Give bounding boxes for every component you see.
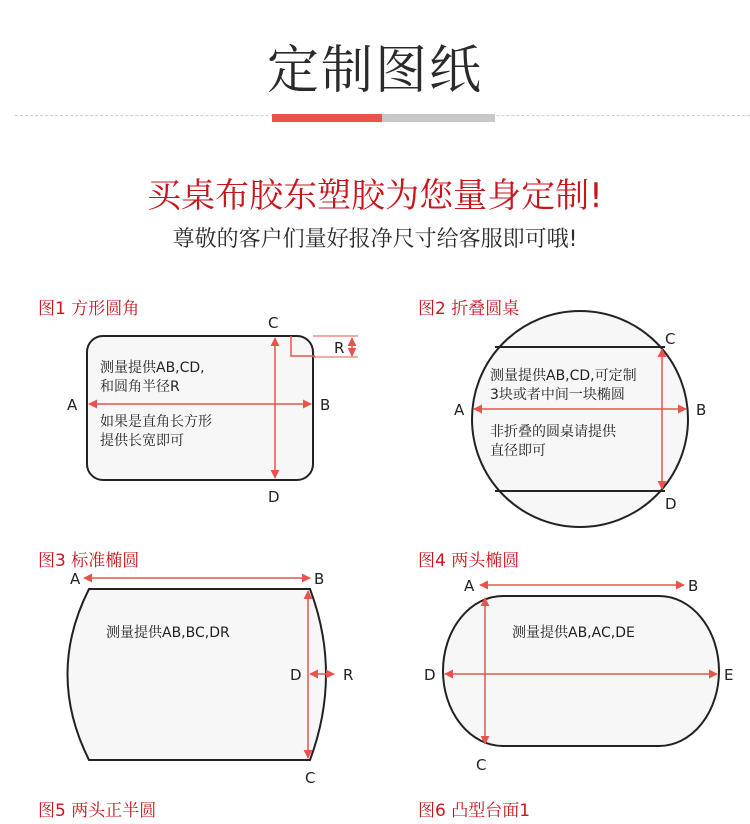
figure-2-diagram: [454, 311, 706, 527]
point-d-label: D: [290, 666, 302, 684]
note-line: 非折叠的圆桌请提供: [490, 424, 616, 440]
point-r-label: R: [334, 339, 345, 357]
point-a-label: A: [464, 577, 475, 595]
note-line: 测量提供AB,AC,DE: [512, 625, 635, 641]
figure-3-label: 图3 标准椭圆: [38, 551, 140, 571]
point-c-label: C: [268, 314, 279, 332]
figure-1-label: 图1 方形圆角: [38, 299, 140, 319]
figure-4-diagram: [424, 577, 733, 774]
figure-4-label: 图4 两头椭圆: [418, 551, 520, 571]
point-c-label: C: [665, 330, 676, 348]
point-a-label: A: [70, 570, 81, 588]
note-line: 测量提供AB,BC,DR: [106, 625, 230, 641]
subline: 尊敬的客户们量好报净尺寸给客服即可哦!: [172, 227, 578, 252]
note-line: 测量提供AB,CD,可定制: [490, 368, 637, 384]
point-c-label: C: [476, 756, 487, 774]
note-line: 测量提供AB,CD,: [100, 360, 205, 376]
point-e-label: E: [724, 666, 734, 684]
point-c-label: C: [305, 769, 316, 787]
headline: 买桌布胶东塑胶为您量身定制!: [147, 176, 603, 216]
figure-2-label: 图2 折叠圆桌: [418, 299, 520, 319]
figure-5-label: 图5 两头正半圆: [38, 801, 157, 821]
note-line: 和圆角半径R: [100, 379, 180, 395]
rounded-rect-shape: [87, 336, 313, 480]
note-line: 如果是直角长方形: [100, 414, 212, 430]
point-d-label: D: [665, 495, 677, 513]
standard-ellipse-shape: [68, 589, 327, 760]
note-line: 直径即可: [490, 443, 546, 459]
point-b-label: B: [320, 396, 331, 414]
figure-3-diagram: [68, 570, 354, 787]
round-table-shape: [472, 311, 688, 527]
point-d-label: D: [424, 666, 436, 684]
point-d-label: D: [268, 488, 280, 506]
point-r-label: R: [343, 666, 354, 684]
point-a-label: A: [454, 401, 465, 419]
point-b-label: B: [688, 577, 699, 595]
figure-6-label: 图6 凸型台面1: [418, 801, 531, 821]
point-a-label: A: [67, 396, 78, 414]
figure-1-diagram: [67, 314, 358, 506]
page-title: 定制图纸: [266, 41, 483, 101]
note-line: 提供长宽即可: [100, 433, 184, 449]
point-b-label: B: [696, 401, 707, 419]
point-b-label: B: [314, 570, 325, 588]
note-line: 3块或者中间一块椭圆: [490, 387, 625, 403]
